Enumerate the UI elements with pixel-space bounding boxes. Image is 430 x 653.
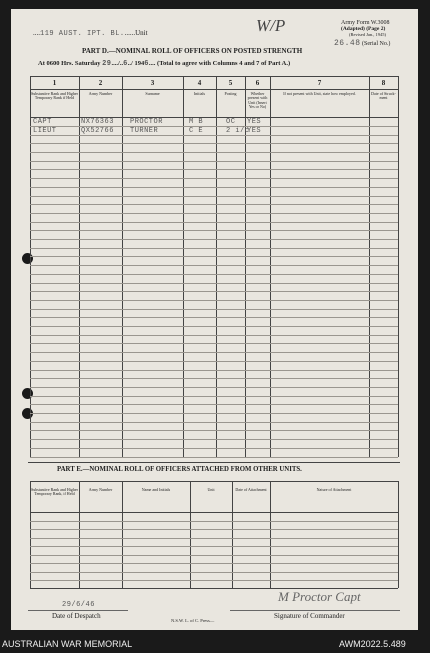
column-header: Date of Struck- ment [371,91,396,101]
binder-hole [22,253,33,264]
column-header: Initials [193,91,206,96]
commander-signature: M Proctor Capt [278,589,361,604]
column-number: 6 [255,79,260,87]
row-rule [30,448,398,449]
row-rule [30,248,398,249]
unit-value: 119 AUST. IPT. BL. [40,30,125,38]
caption-right: AWM2022.5.489 [339,639,406,649]
row-rule [30,196,398,197]
row-rule [30,169,398,170]
unit-line: ....119 AUST. IPT. BL.......Unit [33,29,148,38]
part-d-title: PART D.—NOMINAL ROLL OF OFFICERS ON POSTED STRENGTH [82,47,303,55]
column-rule [369,76,370,457]
column-rule [216,76,217,457]
signature-label: Signature of Commander [274,612,345,620]
row-rule [30,274,398,275]
row-rule [30,335,398,336]
column-rule [122,76,123,457]
part-e-title: PART E.—NOMINAL ROLL OF OFFICERS ATTACHED FROM OTHER UNITS. [57,466,302,473]
despatch-date: 29/6/46 [62,601,95,609]
column-rule [183,76,184,457]
column-header: Date of Attachment [235,487,267,492]
part-d-date-line: At 0600 Hrs. Saturday 29..../..6../ 1946.... (Total to agree with Columns 4 and 7 of Part A.) [38,60,291,68]
serial-number: 26.48 (Serial No.) [334,39,391,48]
table-rule [30,89,398,90]
column-rule [30,76,31,457]
column-header: Nature of Attachment [316,487,352,492]
row-rule [30,378,398,379]
row-rule [30,413,398,414]
cell-surname: TURNER [130,127,159,135]
column-header: If not present with Unit, state how employed. [283,91,356,96]
row-rule [30,580,398,581]
row-rule [30,396,398,397]
row-rule [30,361,398,362]
despatch-label: Date of Despatch [52,612,101,620]
row-rule [30,370,398,371]
row-rule [30,538,398,539]
cell-rank: LIEUT [33,127,57,135]
row-rule [30,546,398,547]
cell-rank: CAPT [33,118,52,126]
table-rule [30,512,398,513]
column-header: Name and Initials [141,487,171,492]
row-rule [30,230,398,231]
signature-rule [230,610,400,611]
caption-left: AUSTRALIAN WAR MEMORIAL [2,639,133,649]
row-rule [30,317,398,318]
column-number: 2 [98,79,103,87]
column-header: Posting [224,91,237,96]
row-rule [30,457,398,458]
row-rule [30,404,398,405]
column-rule [79,76,80,457]
row-rule [30,555,398,556]
column-header: Unit [207,487,215,492]
column-header: Army Number [88,91,113,96]
cell-number: QX52766 [81,127,114,135]
form-ref-line1: Army Form W.3008 [341,20,390,26]
row-rule [30,161,398,162]
row-rule [30,309,398,310]
row-rule [30,387,398,388]
cell-initials: C E [189,127,204,135]
column-header: Substantive Rank and Higher Temporary Rank if Held [31,91,78,101]
column-header: Whether present with Unit (Insert Yes or No) [247,91,268,110]
serial-value: 26.48 [334,39,361,48]
handwritten-mark: W/P [256,16,286,35]
form-ref-line2: (Adapted) (Page 2) [341,26,386,32]
column-number: 1 [52,79,57,87]
row-rule [30,563,398,564]
cell-present: YES [247,127,262,135]
row-rule [30,529,398,530]
column-header: Army Number [88,487,113,492]
row-rule [30,222,398,223]
row-rule [30,204,398,205]
column-header: Substantive Rank and Higher Temporary Rank, if Held [31,487,78,497]
row-rule [30,352,398,353]
column-header: Surname [145,91,160,96]
column-rule [398,481,399,588]
row-rule [30,135,398,136]
cell-surname: PROCTOR [130,118,163,126]
row-rule [30,422,398,423]
cell-number: NX76363 [81,118,114,126]
cell-initials: M B [189,118,204,126]
column-number: 5 [228,79,233,87]
form-ref-line3: (Revised Jan., 1945) [349,32,386,37]
column-number: 7 [317,79,322,87]
section-rule [28,462,400,463]
row-rule [30,152,398,153]
binder-hole [22,388,33,399]
row-rule [30,178,398,179]
row-rule [30,256,398,257]
row-rule [30,143,398,144]
row-rule [30,430,398,431]
printer-imprint: N.S.W. L. of C. Press— [171,618,215,623]
table-rule [30,481,398,482]
row-rule [30,213,398,214]
row-rule [30,239,398,240]
despatch-rule [28,610,128,611]
row-rule [30,439,398,440]
form-sheet [11,9,418,630]
row-rule [30,572,398,573]
cell-posting: OC [226,118,236,126]
row-rule [30,187,398,188]
row-rule [30,265,398,266]
cell-present: YES [247,118,262,126]
row-rule [30,343,398,344]
column-rule [398,76,399,457]
column-number: 3 [150,79,155,87]
column-number: 4 [197,79,202,87]
column-rule [270,76,271,457]
table-rule [30,76,398,77]
column-number: 8 [381,79,386,87]
row-rule [30,521,398,522]
row-rule [30,326,398,327]
row-rule [30,283,398,284]
cell-posting: 2 i/c [226,127,250,135]
row-rule [30,291,398,292]
row-rule [30,300,398,301]
